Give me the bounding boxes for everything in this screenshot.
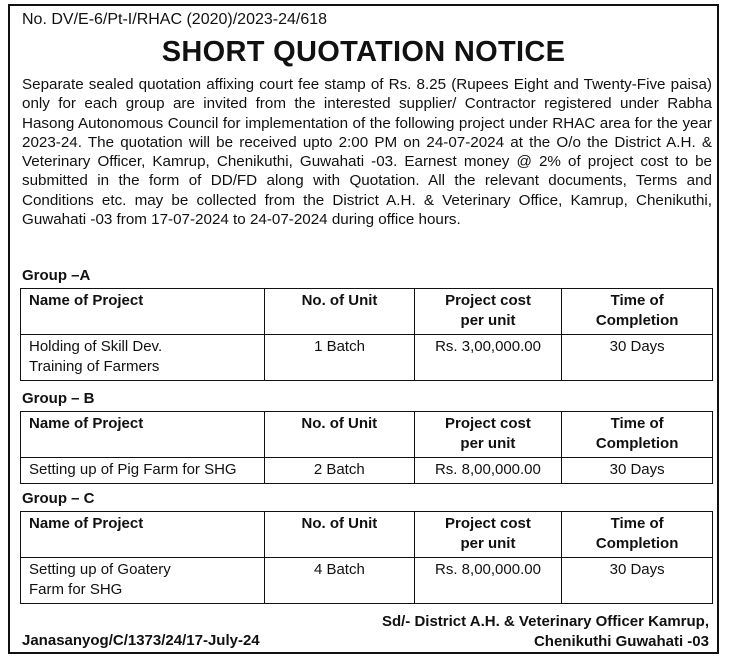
header-cost-line1: Project cost [445,515,531,532]
cost-cell: Rs. 3,00,000.00 [414,335,562,381]
units-cell: 4 Batch [265,558,415,604]
table-header-row [21,289,713,335]
header-time-line1: Time of [610,515,664,532]
header-project-name: Name of Project [21,412,265,458]
group-a-label: Group –A [22,267,91,284]
units-cell: 2 Batch [264,458,414,484]
header-cost [414,512,562,558]
table-row [21,458,713,484]
header-units: No. of Unit [265,512,415,558]
header-cost [414,412,562,458]
table-row [21,335,713,381]
table-row [21,558,713,604]
header-units: No. of Unit [265,289,414,335]
header-project-name: Name of Project [21,512,265,558]
project-name-cell: Setting up of Pig Farm for SHG [21,458,265,484]
project-name-line1: Setting up of Goatery [29,561,171,578]
table-header-row [21,412,713,458]
header-time-line2: Completion [595,312,679,329]
header-time-line1: Time of [610,415,664,432]
header-time-line2: Completion [595,535,679,552]
notice-title: SHORT QUOTATION NOTICE [161,36,566,68]
header-cost-line2: per unit [460,435,516,452]
cost-cell: Rs. 8,00,000.00 [414,558,562,604]
header-cost-line2: per unit [460,535,516,552]
header-cost-line1: Project cost [445,292,531,309]
group-c-label: Group – C [22,490,95,507]
header-cost-line2: per unit [460,312,516,329]
time-cell: 30 Days [562,458,713,484]
header-project-name: Name of Project [21,289,265,335]
project-name-line2: Farm for SHG [29,581,123,598]
header-cost-line1: Project cost [444,415,531,432]
group-c-table [20,511,713,604]
signature-block [382,612,709,652]
cost-cell: Rs. 8,00,000.00 [414,458,562,484]
group-a-table [20,288,713,381]
header-time [562,412,713,458]
signature-line2: Chenikuthi Guwahati -03 [533,633,709,650]
units-cell: 1 Batch [265,335,414,381]
header-cost [414,289,562,335]
header-time-line1: Time of [610,292,664,309]
header-time [562,289,713,335]
notice-frame [8,4,719,654]
header-units: No. of Unit [264,412,414,458]
project-name-line2: Training of Farmers [29,358,160,375]
notice-body: Separate sealed quotation affixing court fee stamp of Rs. 8.25 (Rupees Eight and Twenty-Five paisa) only for each group are invited from the interested supplier/ Contractor registered under Rabha Hasong Autonomous Council for implementation of the following project under RHAC area for the year 2023-24. The quotation will be received upto 2:00 PM on 24-07-2024 at the O/o the District A.H. & Veterinary Officer, Kamrup, Chenikuthi, Guwahati -03. Earnest money @ 2% of project cost to be submitted in the form of DD/FD along with Quotation. All the relevant documents, Terms and Conditions etc. may be collected from the District A.H. & Veterinary Office, Kamrup, Chenikuthi, Guwahati -03 from 17-07-2024 to 24-07-2024 during office hours. [22,76,712,229]
time-cell: 30 Days [562,335,713,381]
group-b-label: Group – B [22,390,95,407]
time-cell: 30 Days [562,558,713,604]
footer-reference: Janasanyog/C/1373/24/17-July-24 [22,632,260,649]
group-b-table [20,411,713,484]
project-name-line1: Holding of Skill Dev. [29,338,163,355]
project-name-cell [21,558,265,604]
project-name-cell [21,335,265,381]
header-time [562,512,713,558]
reference-number: No. DV/E-6/Pt-I/RHAC (2020)/2023-24/618 [22,11,328,28]
signature-line1: Sd/- District A.H. & Veterinary Officer Kamrup, [381,613,709,630]
table-header-row [21,512,713,558]
header-time-line2: Completion [595,435,679,452]
